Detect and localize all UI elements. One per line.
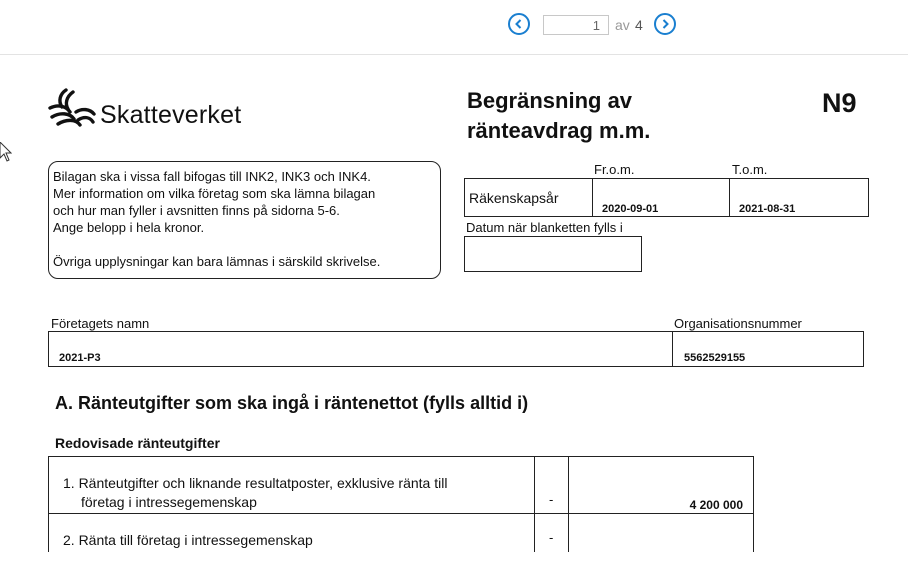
row-1-sign: - [549, 492, 554, 507]
info-line: Ange belopp i hela kronor. [53, 220, 205, 235]
chevron-right-icon [659, 18, 671, 30]
org-number-field[interactable]: 5562529155 [684, 352, 746, 364]
date-filled-field[interactable] [464, 236, 642, 272]
next-page-button[interactable] [654, 13, 676, 35]
previous-page-button[interactable] [508, 13, 530, 35]
info-spacer [53, 236, 440, 253]
row-1-text-line1: 1. Ränteutgifter och liknande resultatposter, exklusive ränta till [63, 475, 448, 491]
to-label: T.o.m. [732, 162, 768, 177]
to-date-field[interactable]: 2021-08-31 [739, 203, 796, 215]
divider [592, 179, 593, 216]
company-box [48, 331, 864, 367]
form-title-line1: Begränsning av [467, 88, 633, 113]
divider [672, 332, 673, 366]
form-title-line2: ränteavdrag m.m. [467, 118, 651, 143]
skatteverket-logo-icon [48, 86, 96, 128]
logo-text: Skatteverket [100, 101, 242, 129]
table-row-2-label: 2. Ränta till företag i intressegemenskap [63, 532, 313, 548]
divider [534, 457, 535, 552]
section-a-title: A. Ränteutgifter som ska ingå i räntenettot (fylls alltid i) [55, 393, 529, 413]
form-title [467, 86, 650, 146]
from-label: Fr.o.m. [594, 162, 635, 177]
divider [729, 179, 730, 216]
company-name-label: Företagets namn [51, 316, 150, 331]
page-total: 4 [635, 17, 643, 33]
info-line: Bilagan ska i vissa fall bifogas till INK2, INK3 och INK4. [53, 169, 371, 184]
interest-expenses-table [48, 456, 754, 552]
company-name-field[interactable]: 2021-P3 [59, 352, 101, 364]
viewer-toolbar [0, 0, 908, 55]
fiscal-year-box [464, 178, 869, 217]
info-line: Mer information om vilka företag som ska lämna bilagan [53, 186, 376, 201]
page-number-input[interactable] [543, 15, 609, 35]
form-code: N9 [822, 88, 857, 118]
org-number-label: Organisationsnummer [674, 316, 802, 331]
fiscal-year-label: Räkenskapsår [469, 190, 559, 206]
row-divider [49, 513, 753, 514]
info-line: Övriga upplysningar kan bara lämnas i särskild skrivelse. [53, 254, 381, 269]
page-of-label: av [615, 17, 630, 33]
table-row-1-label [63, 474, 447, 512]
row-1-text-line2: företag i intressegemenskap [81, 494, 257, 510]
section-a-subheading: Redovisade ränteutgifter [55, 435, 220, 451]
chevron-left-icon [513, 18, 525, 30]
row-1-amount-field[interactable]: 4 200 000 [689, 498, 743, 512]
info-box [48, 161, 441, 279]
mouse-cursor-icon [0, 142, 12, 162]
row-2-amount-field[interactable] [573, 533, 743, 551]
divider [568, 457, 569, 552]
from-date-field[interactable]: 2020-09-01 [602, 203, 659, 215]
info-line: och hur man fyller i avsnitten finns på sidorna 5-6. [53, 203, 340, 218]
row-2-sign: - [549, 530, 554, 545]
date-filled-label: Datum när blanketten fylls i [466, 220, 623, 235]
